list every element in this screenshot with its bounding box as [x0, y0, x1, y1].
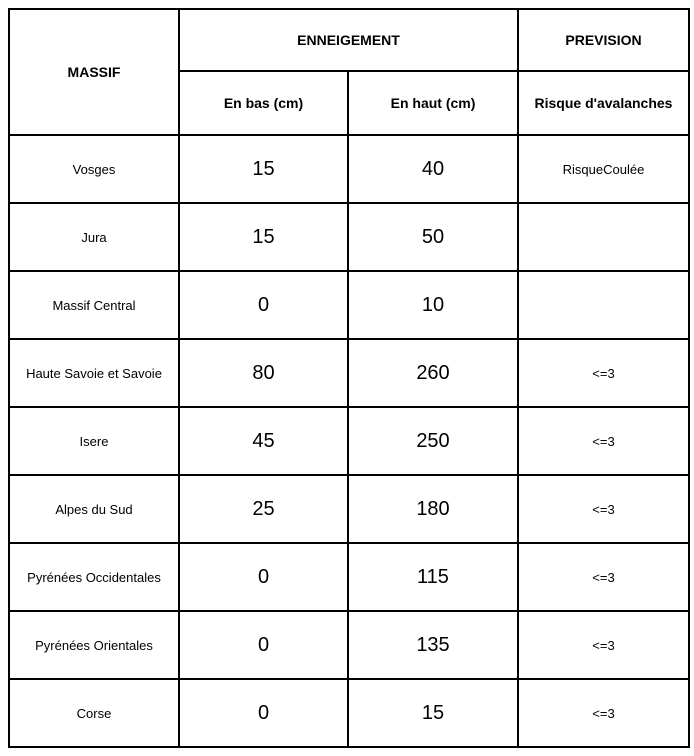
- table-row: [9, 679, 689, 747]
- massif-cell: Pyrénées Occidentales: [9, 543, 179, 611]
- massif-cell: Pyrénées Orientales: [9, 611, 179, 679]
- header-en-bas: En bas (cm): [179, 71, 348, 135]
- risque-cell: <=3: [518, 475, 689, 543]
- massif-cell: Massif Central: [9, 271, 179, 339]
- en-haut-cell: 260: [348, 339, 518, 407]
- en-haut-cell: 115: [348, 543, 518, 611]
- massif-cell: Jura: [9, 203, 179, 271]
- risque-cell: [518, 271, 689, 339]
- en-haut-cell: 180: [348, 475, 518, 543]
- en-haut-cell: 10: [348, 271, 518, 339]
- en-haut-cell: 250: [348, 407, 518, 475]
- table-body: [9, 135, 689, 747]
- table-row: [9, 271, 689, 339]
- en-bas-cell: 45: [179, 407, 348, 475]
- table-row: [9, 611, 689, 679]
- table-row: [9, 543, 689, 611]
- table-row: [9, 339, 689, 407]
- en-haut-cell: 135: [348, 611, 518, 679]
- massif-cell: Alpes du Sud: [9, 475, 179, 543]
- en-bas-cell: 15: [179, 135, 348, 203]
- risque-cell: <=3: [518, 611, 689, 679]
- en-haut-cell: 50: [348, 203, 518, 271]
- table-header: [9, 9, 689, 135]
- header-prevision: PREVISION: [518, 9, 689, 71]
- en-bas-cell: 15: [179, 203, 348, 271]
- en-bas-cell: 80: [179, 339, 348, 407]
- risque-cell: <=3: [518, 339, 689, 407]
- risque-cell: RisqueCoulée: [518, 135, 689, 203]
- risque-cell: <=3: [518, 543, 689, 611]
- table-row: [9, 407, 689, 475]
- en-bas-cell: 0: [179, 611, 348, 679]
- header-risque-avalanches: Risque d'avalanches: [518, 71, 689, 135]
- massif-cell: Vosges: [9, 135, 179, 203]
- en-bas-cell: 0: [179, 543, 348, 611]
- en-bas-cell: 0: [179, 271, 348, 339]
- header-massif: MASSIF: [9, 9, 179, 135]
- risque-cell: [518, 203, 689, 271]
- massif-cell: Isere: [9, 407, 179, 475]
- en-bas-cell: 0: [179, 679, 348, 747]
- header-enneigement: ENNEIGEMENT: [179, 9, 518, 71]
- en-haut-cell: 15: [348, 679, 518, 747]
- en-haut-cell: 40: [348, 135, 518, 203]
- en-bas-cell: 25: [179, 475, 348, 543]
- table-row: [9, 135, 689, 203]
- risque-cell: <=3: [518, 679, 689, 747]
- massif-cell: Haute Savoie et Savoie: [9, 339, 179, 407]
- table-row: [9, 203, 689, 271]
- header-en-haut: En haut (cm): [348, 71, 518, 135]
- massif-cell: Corse: [9, 679, 179, 747]
- table-row: [9, 475, 689, 543]
- risque-cell: <=3: [518, 407, 689, 475]
- snow-table: [8, 8, 690, 748]
